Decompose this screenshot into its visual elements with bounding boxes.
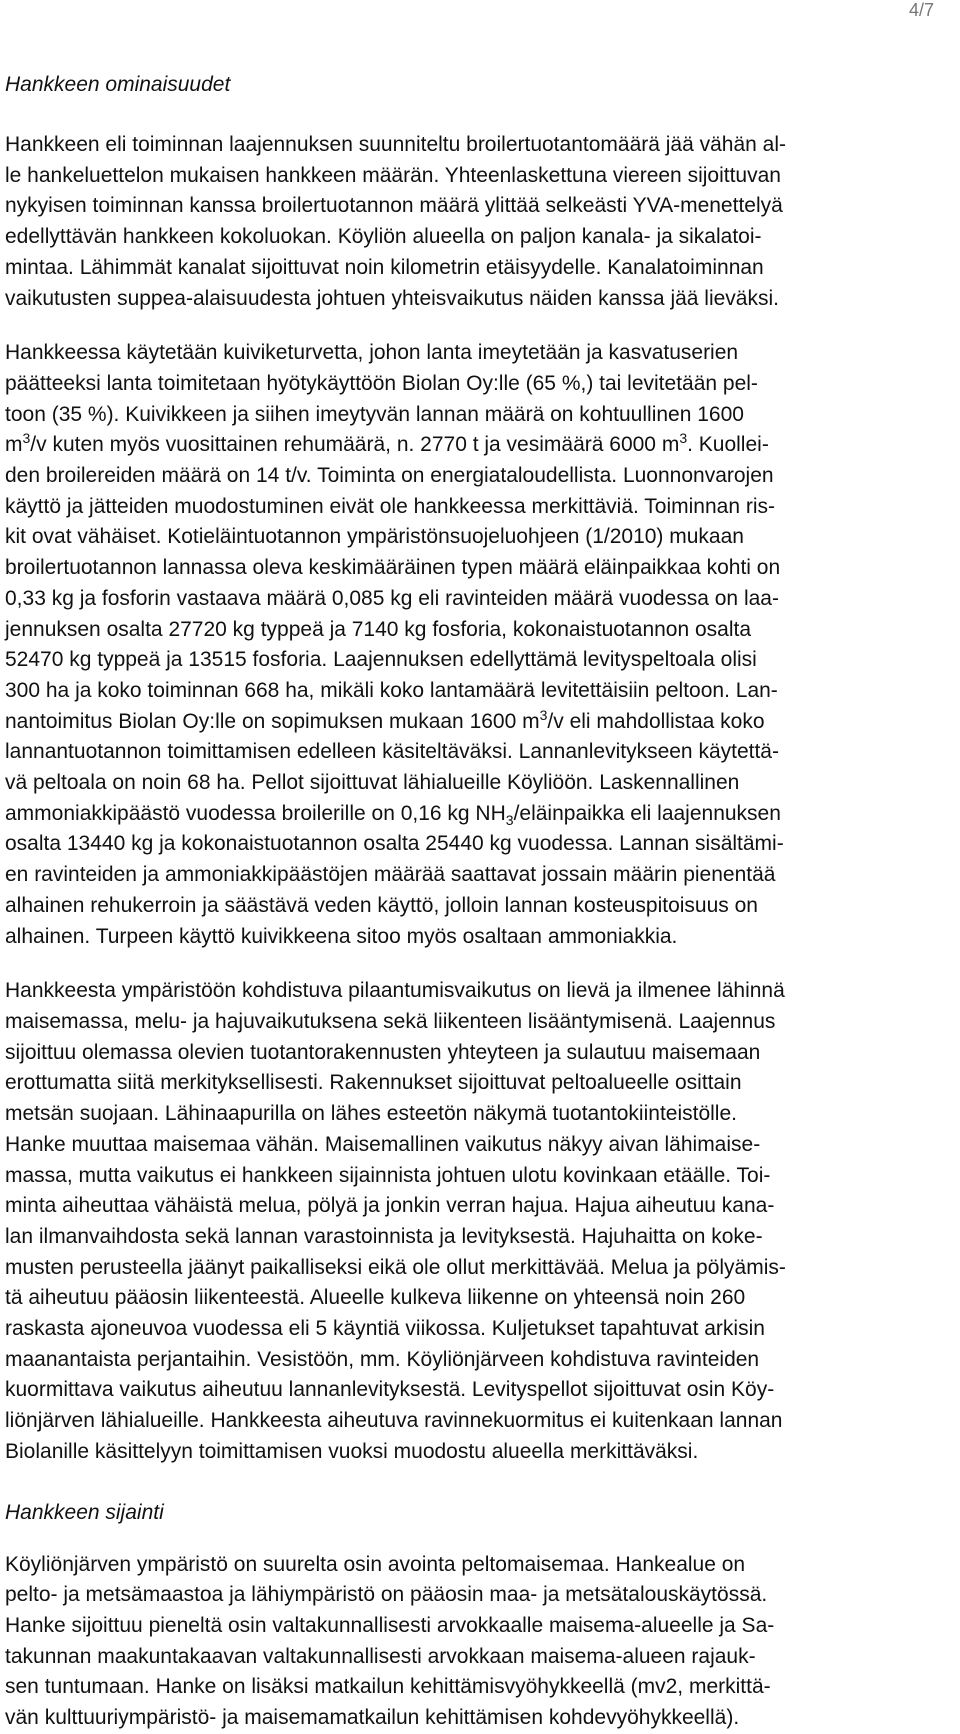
text-fragment: nantoimitus Biolan Oy:lle on sopimuksen mukaan 1600 m [5, 709, 540, 733]
text-line: vä peltoala on noin 68 ha. Pellot sijoittuvat lähialueille Köyliöön. Laskennallinen [5, 771, 740, 795]
text-line: Hanke muuttaa maisemaa vähän. Maisemallinen vaikutus näkyy aivan lähimaise- [5, 1132, 761, 1156]
text-line: alhainen rehukerroin ja säästävä veden käyttö, jolloin lannan kosteuspitoisuus on [5, 893, 758, 917]
paragraph-4 [5, 1550, 885, 1734]
text-line [5, 799, 885, 830]
text-line: alhainen. Turpeen käyttö kuivikkeena sitoo myös osaltaan ammoniakkia. [5, 924, 678, 948]
paragraph-3 [5, 976, 885, 1467]
text-line: edellyttävän hankkeen kokoluokan. Köyliön alueella on paljon kanala- ja sikalatoi- [5, 225, 762, 249]
text-line: Biolanille käsittelyyn toimittamisen vuoksi muodostu alueella merkittäväksi. [5, 1439, 699, 1463]
text-line: sen tuntumaan. Hanke on lisäksi matkailun kehittämisvyöhykkeellä (mv2, merkittä- [5, 1675, 771, 1699]
paragraph-1 [5, 130, 885, 314]
superscript: 3 [22, 430, 31, 447]
paragraph-2 [5, 338, 885, 952]
text-line: 0,33 kg ja fosforin vastaava määrä 0,085 kg eli ravinteiden määrä vuodessa on laa- [5, 586, 779, 610]
text-line: lannantuotannon toimittamisen edelleen käsiteltäväksi. Lannanlevitykseen käytettä- [5, 740, 779, 764]
text-fragment: . Kuollei- [687, 433, 769, 457]
text-line: raskasta ajoneuvoa vuodessa eli 5 käyntiä viikossa. Kuljetukset tapahtuvat arkisin [5, 1317, 765, 1341]
page-number: 4/7 [908, 0, 934, 20]
text-line: den broilereiden määrä on 14 t/v. Toiminta on energiataloudellista. Luonnonvarojen [5, 464, 774, 488]
text-line: Hankkeen eli toiminnan laajennuksen suunniteltu broilertuotantomäärä jää vähän al- [5, 133, 786, 156]
text-fragment: /v eli mahdollistaa koko [547, 709, 765, 733]
text-line: erottumatta siitä merkityksellisesti. Rakennukset sijoittuvat peltoalueelle osittain [5, 1071, 742, 1095]
text-line: päätteeksi lanta toimitetaan hyötykäyttöön Biolan Oy:lle (65 %,) tai levitetään pel- [5, 371, 758, 395]
text-line: vän kulttuuriympäristö- ja maisemamatkailun kehittämisen kohdevyöhykkeellä). [5, 1706, 740, 1730]
text-line: käyttö ja jätteiden muodostuminen eivät ole hankkeessa merkittäviä. Toiminnan ris- [5, 494, 776, 518]
text-line: pelto- ja metsämaastoa ja lähiympäristö on pääosin maa- ja metsätalouskäytössä. [5, 1583, 768, 1607]
text-line: minta aiheuttaa vähäistä melua, pölyä ja jonkin verran hajua. Hajua aiheutuu kana- [5, 1194, 775, 1218]
subscript: 3 [505, 811, 514, 828]
text-fragment: /eläinpaikka eli laajennuksen [513, 801, 781, 825]
text-line: sijoittuu olemassa olevien tuotantorakennusten yhteyteen ja sulautuu maisemaan [5, 1040, 761, 1064]
superscript: 3 [679, 430, 688, 447]
text-fragment: m [5, 433, 23, 457]
text-line: 52470 kg typpeä ja 13515 fosforia. Laajennuksen edellyttämä levityspeltoala olisi [5, 648, 757, 672]
text-line: nykyisen toiminnan kanssa broilertuotannon määrä ylittää selkeästi YVA-menettelyä [5, 194, 783, 218]
text-line: kit ovat vähäiset. Kotieläintuotannon ympäristönsuojeluohjeen (1/2010) mukaan [5, 525, 744, 549]
superscript: 3 [539, 706, 548, 723]
text-line: Köyliönjärven ympäristö on suurelta osin avointa peltomaisemaa. Hankealue on [5, 1552, 746, 1576]
text-line: Hankkeesta ympäristöön kohdistuva pilaantumisvaikutus on lievä ja ilmenee lähinnä [5, 979, 785, 1003]
text-line: maisemassa, melu- ja hajuvaikutuksena sekä liikenteen lisääntymisenä. Laajennus [5, 1009, 776, 1033]
text-fragment: /v kuten myös vuosittainen rehumäärä, n. 2770 t ja vesimäärä 6000 m [30, 433, 680, 457]
text-line: musten perusteella jäänyt paikalliseksi eikä ole ollut merkittävää. Melua ja pölyämis- [5, 1255, 786, 1279]
text-line: toon (35 %). Kuivikkeen ja siihen imeytyvän lannan määrä on kohtuullinen 1600 [5, 402, 744, 426]
text-fragment: ammoniakkipäästö vuodessa broilerille on 0,16 kg NH [5, 801, 506, 825]
section-heading-sijainti: Hankkeen sijainti [5, 1500, 164, 1524]
text-line: lan ilmanvaihdosta sekä lannan varastoinnista ja levityksestä. Hajuhaitta on koke- [5, 1224, 763, 1248]
text-line: mintaa. Lähimmät kanalat sijoittuvat noin kilometrin etäisyydelle. Kanalatoiminnan [5, 255, 764, 279]
text-line: Hankkeessa käytetään kuiviketurvetta, johon lanta imeytetään ja kasvatuserien [5, 341, 739, 365]
text-line: metsän suojaan. Lähinaapurilla on lähes esteetön näkymä tuotantokiinteistölle. [5, 1102, 737, 1126]
text-line: Hanke sijoittuu pieneltä osin valtakunnallisesti arvokkaalle maisema-alueelle ja Sa- [5, 1613, 775, 1637]
text-line [5, 430, 885, 461]
text-line: kuormittava vaikutus aiheutuu lannanlevityksestä. Levityspellot sijoittuvat osin Köy- [5, 1378, 775, 1402]
section-heading-ominaisuudet: Hankkeen ominaisuudet [5, 73, 231, 96]
text-line: liönjärven lähialueille. Hankkeesta aiheutuva ravinnekuormitus ei kuitenkaan lannan [5, 1409, 783, 1433]
text-line [5, 707, 885, 738]
text-line: takunnan maakuntakaavan valtakunnallisesti arvokkaan maisema-alueen rajauk- [5, 1644, 756, 1668]
text-line: maanantaista perjantaihin. Vesistöön, mm. Köyliönjärveen kohdistuva ravinteiden [5, 1347, 760, 1371]
text-line: en ravinteiden ja ammoniakkipäästöjen määrää saattavat jossain määrin pienentää [5, 863, 776, 887]
text-line: jennuksen osalta 27720 kg typpeä ja 7140 kg fosforia, kokonaistuotannon osalta [5, 617, 752, 641]
document-body [5, 70, 885, 1734]
text-line: 300 ha ja koko toiminnan 668 ha, mikäli koko lantamäärä levitettäisiin peltoon. Lan- [5, 678, 778, 702]
text-line: le hankeluettelon mukaisen hankkeen määrän. Yhteenlaskettuna viereen sijoittuvan [5, 163, 781, 187]
text-line: tä aiheutuu pääosin liikenteestä. Alueelle kulkeva liikenne on yhteensä noin 260 [5, 1286, 746, 1310]
text-line: vaikutusten suppea-alaisuudesta johtuen yhteisvaikutus näiden kanssa jää lieväksi. [5, 286, 779, 310]
text-line: massa, mutta vaikutus ei hankkeen sijainnista johtuen ulotu kovinkaan etäälle. Toi- [5, 1163, 771, 1187]
text-line: osalta 13440 kg ja kokonaistuotannon osalta 25440 kg vuodessa. Lannan sisältämi- [5, 832, 784, 856]
text-line: broilertuotannon lannassa oleva keskimääräinen typen määrä eläinpaikkaa kohti on [5, 556, 781, 580]
